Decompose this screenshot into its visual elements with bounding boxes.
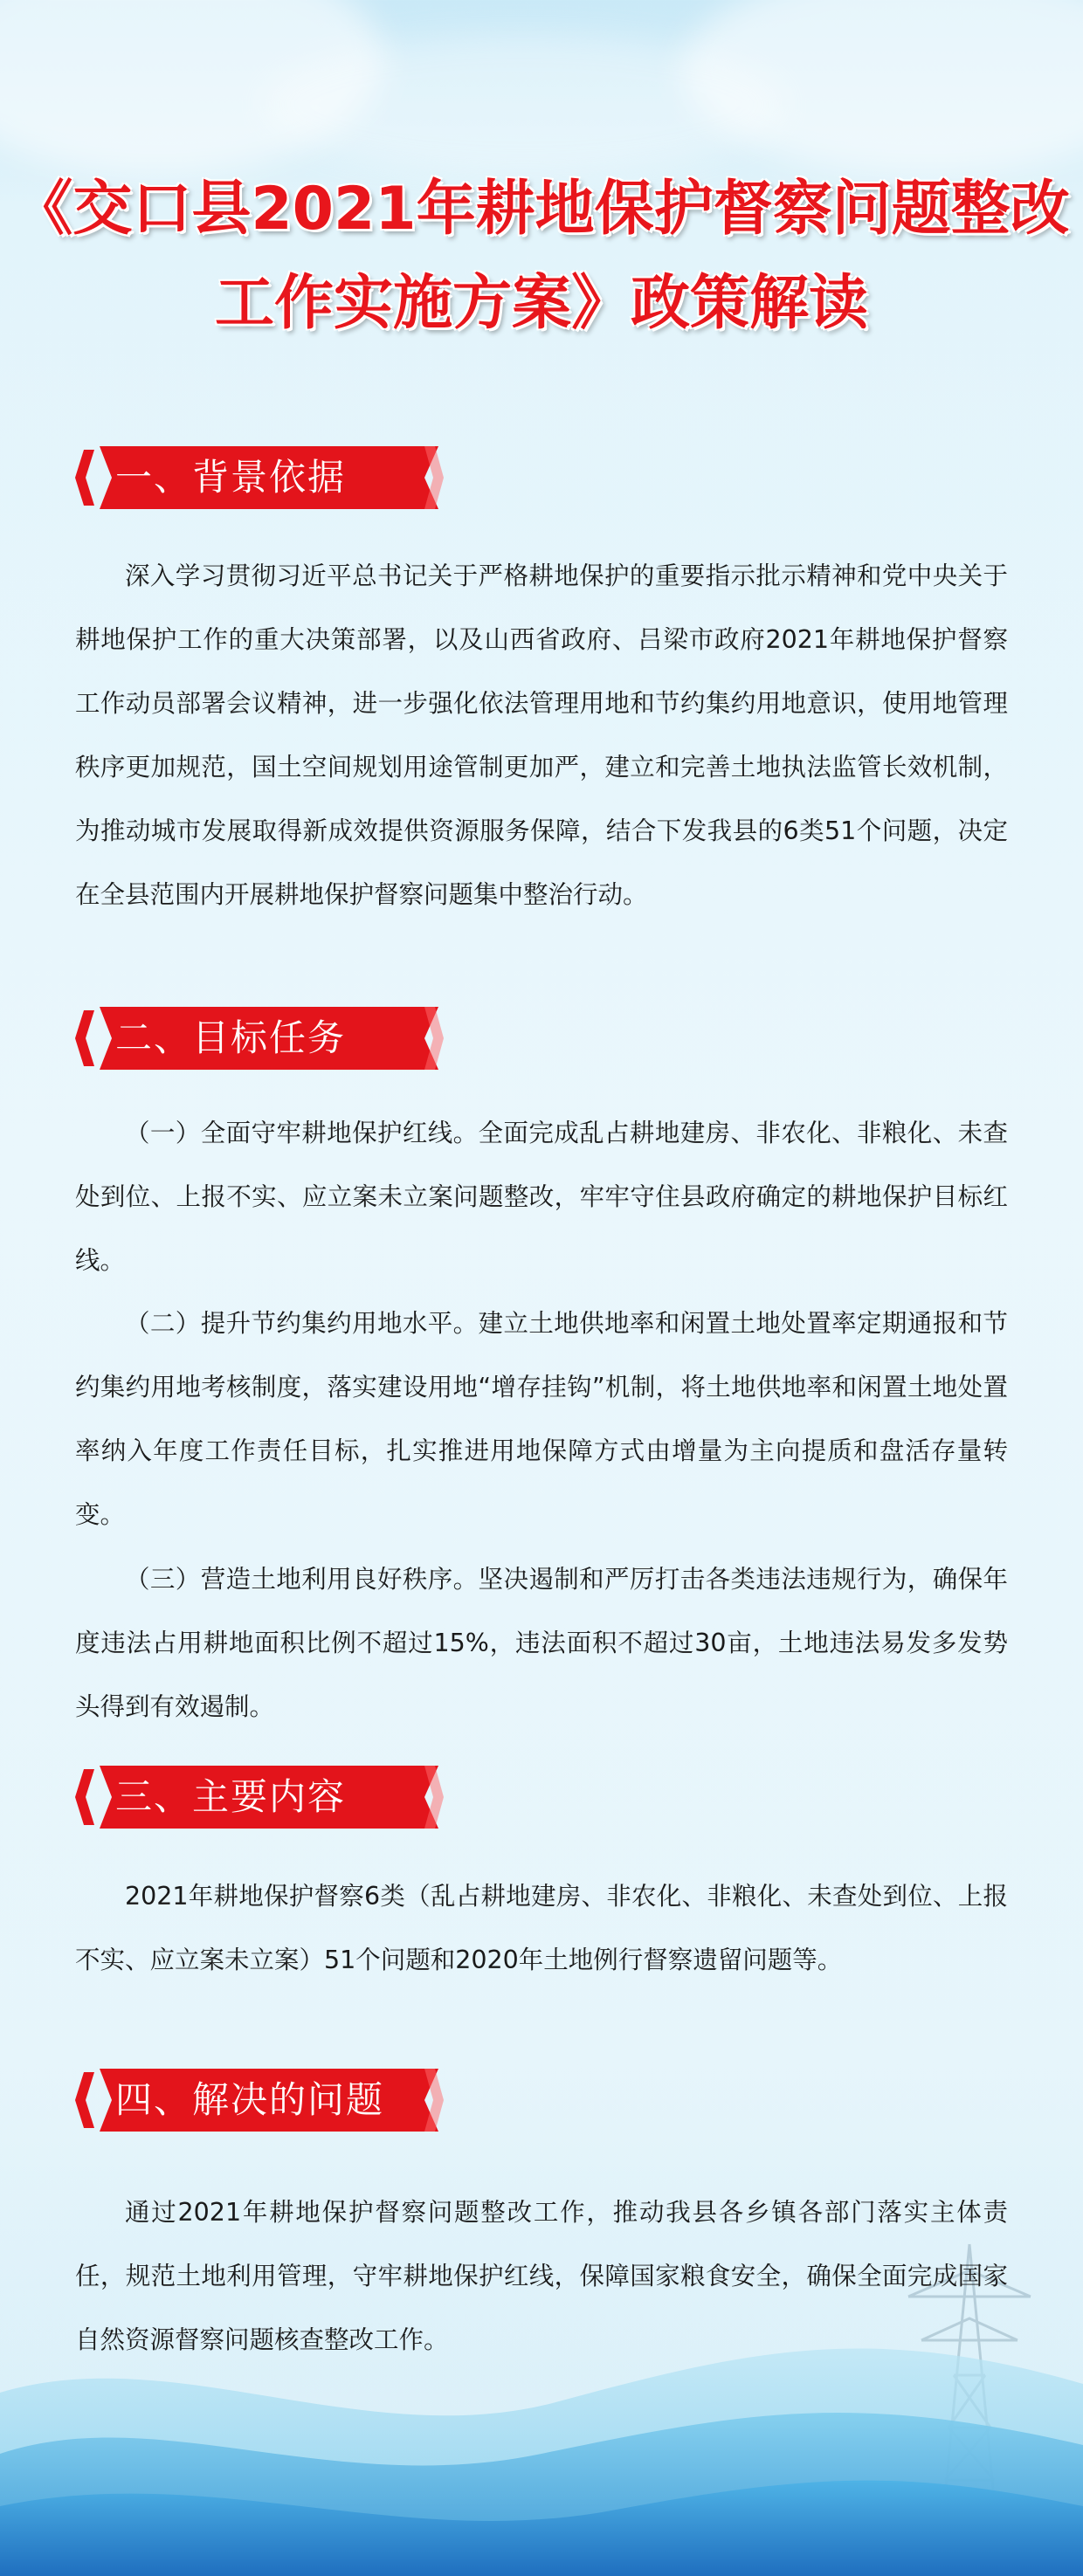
section-heading-banner [72,1760,447,1834]
section-paragraph: （一）全面守牢耕地保护红线。全面完成乱占耕地建房、非农化、非粮化、未查处到位、上报不实、应立案未立案问题整改，牢牢守住县政府确定的耕地保护目标红线。 [75,1119,1008,1275]
section-heading-banner [72,1002,447,1075]
section-heading-banner [72,441,447,514]
section-heading-banner [72,2063,447,2137]
section-paragraph: 通过2021年耕地保护督察问题整改工作，推动我县各乡镇各部门落实主体责任，规范土地利用管理，守牢耕地保护红线，保障国家粮食安全，确保全面完成国家自然资源督察问题核查整改工作。 [75,2198,1008,2354]
section-paragraph: （三）营造土地利用良好秩序。坚决遏制和严厉打击各类违法违规行为，确保年度违法占用耕地面积比例不超过15%，违法面积不超过30亩，土地违法易发多发势头得到有效遏制。 [75,1565,1008,1721]
section-heading: 四、解决的问题 [115,2078,385,2121]
section-paragraph: 深入学习贯彻习近平总书记关于严格耕地保护的重要指示批示精神和党中央关于耕地保护工作的重大决策部署，以及山西省政府、吕梁市政府2021年耕地保护督察工作动员部署会议精神，进一步强化依法管理用地和节约集约用地意识，使用地管理秩序更加规范，国土空间规划用途管制更加严，建立和完善土地执法监管长效机制，为推动城市发展取得新成效提供资源服务保障，结合下发我县的6类51个问题，决定在全县范围内开展耕地保护督察问题集中整治行动。 [75,561,1008,909]
section-paragraph: （二）提升节约集约用地水平。建立土地供地率和闲置土地处置率定期通报和节约集约用地考核制度，落实建设用地“增存挂钩”机制，将土地供地率和闲置土地处置率纳入年度工作责任目标，扎实推进用地保障方式由增量为主向提质和盘活存量转变。 [75,1309,1008,1529]
page-title-line-2: 工作实施方案》政策解读 [214,269,868,338]
page-title-line-1: 《交口县2021年耕地保护督察问题整改 [13,175,1070,244]
section-heading: 三、主要内容 [115,1775,347,1818]
background-cloud [262,35,786,175]
section-heading: 一、背景依据 [115,456,347,499]
section-heading: 二、目标任务 [115,1016,347,1059]
section-paragraph: 2021年耕地保护督察6类（乱占耕地建房、非农化、非粮化、未查处到位、上报不实、应立案未立案）51个问题和2020年土地例行督察遗留问题等。 [75,1882,1008,1974]
